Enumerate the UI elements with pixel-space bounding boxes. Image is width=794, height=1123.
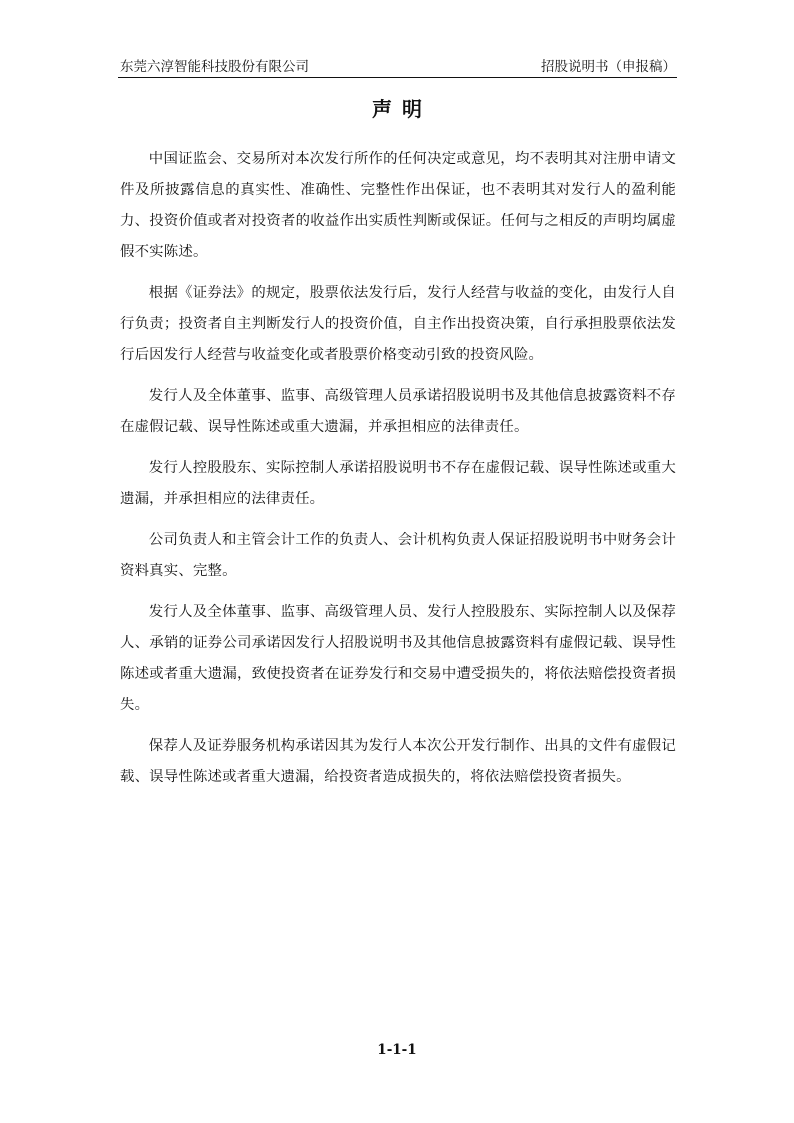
declaration-paragraph: 根据《证券法》的规定，股票依法发行后，发行人经营与收益的变化，由发行人自行负责；投资者自主判断发行人的投资价值，自主作出投资决策，自行承担股票依法发行后因发行人经营与收益变化或者股票价格变动引致的投资风险。	[120, 285, 676, 363]
header-document-type: 招股说明书（申报稿）	[541, 59, 676, 75]
page-header	[120, 58, 676, 76]
declaration-paragraph: 发行人及全体董事、监事、高级管理人员、发行人控股股东、实际控制人以及保荐人、承销的证券公司承诺因发行人招股说明书及其他信息披露资料有虚假记载、误导性陈述或者重大遗漏，致使投资者在证券发行和交易中遭受损失的，将依法赔偿投资者损失。	[120, 604, 676, 713]
page-number: 1-1-1	[377, 1042, 417, 1058]
declaration-paragraph: 发行人及全体董事、监事、高级管理人员承诺招股说明书及其他信息披露资料不存在虚假记载、误导性陈述或重大遗漏，并承担相应的法律责任。	[120, 388, 676, 435]
declaration-paragraph: 中国证监会、交易所对本次发行所作的任何决定或意见，均不表明其对注册申请文件及所披露信息的真实性、准确性、完整性作出保证，也不表明其对发行人的盈利能力、投资价值或者对投资者的收益作出实质性判断或保证。任何与之相反的声明均属虚假不实陈述。	[120, 151, 676, 260]
declaration-paragraph: 保荐人及证券服务机构承诺因其为发行人本次公开发行制作、出具的文件有虚假记载、误导性陈述或者重大遗漏，给投资者造成损失的，将依法赔偿投资者损失。	[120, 738, 676, 785]
page-title: 声明	[372, 97, 432, 121]
declaration-paragraph: 发行人控股股东、实际控制人承诺招股说明书不存在虚假记载、误导性陈述或重大遗漏，并承担相应的法律责任。	[120, 460, 676, 507]
header-company-name: 东莞六淳智能科技股份有限公司	[120, 59, 309, 75]
declaration-paragraph: 公司负责人和主管会计工作的负责人、会计机构负责人保证招股说明书中财务会计资料真实、完整。	[120, 532, 676, 579]
declaration-body	[120, 144, 676, 803]
header-divider	[118, 77, 677, 78]
